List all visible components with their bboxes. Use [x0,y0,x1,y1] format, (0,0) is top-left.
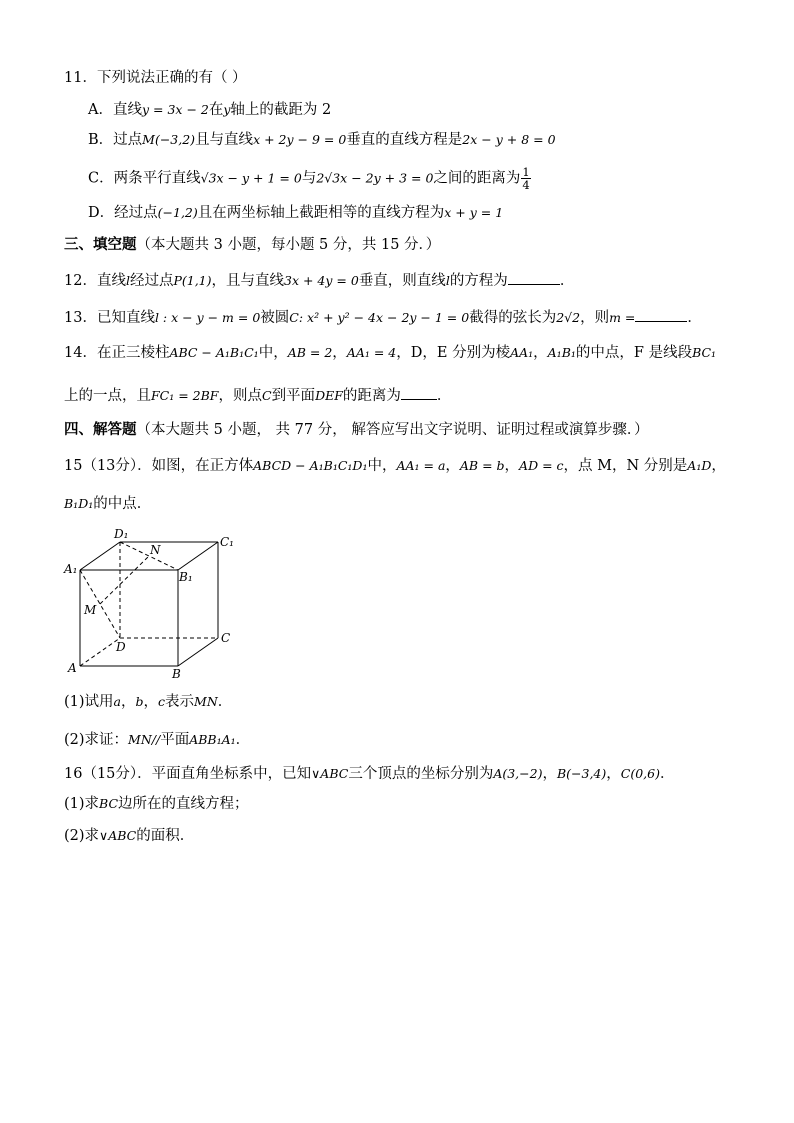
q11-option-a: A．直线y = 3x − 2在y轴上的截距为 2 [88,102,332,118]
section-3-heading: 三、填空题（本大题共 3 小题，每小题 5 分，共 15 分．） [64,236,441,253]
answer-blank [635,307,687,322]
label-m: M [84,603,97,617]
q11-option-d: D．经过点(−1,2)且在两坐标轴上截距相等的直线方程为x + y = 1 [88,205,504,221]
edge-a1d1 [80,542,120,570]
label-d1: D₁ [114,527,129,541]
q15-part-1: (1)试用a，b，c表示MN． [64,694,233,710]
label-n: N [150,543,161,557]
q11-option-c: C．两条平行直线√3x − y + 1 = 0与2√3x − 2y + 3 = 0之间的距离为 $\frac{1}{4}$ [88,165,530,192]
label-a1: A₁ [64,562,78,576]
q14-line-1: 14．在正三棱柱ABC − A₁B₁C₁中，AB = 2，AA₁ = 4，D，E 分别为棱AA₁，A₁B₁的中点，F 是线段BC₁ [64,345,717,361]
q16-stem: 16（15分）．平面直角坐标系中，已知∨ABC三个顶点的坐标分别为A(3,−2)，B(−3,4)，C(0,6)． [64,766,675,782]
label-c1: C₁ [220,535,234,549]
edge-b1c1 [178,542,218,570]
q13: 13．已知直线l : x − y − m = 0被圆C: x² + y² − 4x − 2y − 1 = 0截得的弦长为2√2，则m = ． [64,307,754,328]
section-4-heading: 四、解答题（本大题共 5 小题， 共 77 分， 解答应写出文字说明、证明过程或演算步骤．） [64,421,649,438]
diagonal-b1d1 [120,542,178,570]
edge-bc [178,638,218,666]
answer-blank [508,270,560,285]
label-b: B [172,667,181,681]
label-a: A [68,661,77,675]
q14-line-2: 上的一点，且FC₁ = 2BF，则点C到平面DEF的距离为 ． [64,385,754,406]
q11-option-b: B．过点M(−3,2)且与直线x + 2y − 9 = 0垂直的直线方程是2x − y + 8 = 0 [88,132,556,148]
q16-part-2: (2)求∨ABC的面积． [64,828,195,844]
edge-ad-hidden [80,638,120,666]
label-d: D [116,640,126,654]
q15-line-2: B₁D₁的中点． [64,496,152,512]
label-b1: B₁ [179,570,193,584]
label-c: C [221,631,231,645]
segment-mn-hidden [100,556,149,604]
q16-part-1: (1)求BC边所在的直线方程； [64,796,249,812]
cube-diagram [58,524,238,684]
q15-line-1: 15（13分）．如图，在正方体ABCD − A₁B₁C₁D₁中，AA₁ = a，AB = b，AD = c，点 M，N 分别是A₁D， [64,458,726,474]
fraction: $\frac{1}{4}$ [522,165,530,192]
answer-blank [401,385,437,400]
q11-stem: 11．下列说法正确的有（ ） [64,70,247,86]
q15-part-2: (2)求证：MN//平面ABB₁A₁． [64,732,251,748]
q12: 12．直线l经过点P(1,1)，且与直线3x + 4y = 0垂直，则直线l的方程为 ． [64,270,754,291]
